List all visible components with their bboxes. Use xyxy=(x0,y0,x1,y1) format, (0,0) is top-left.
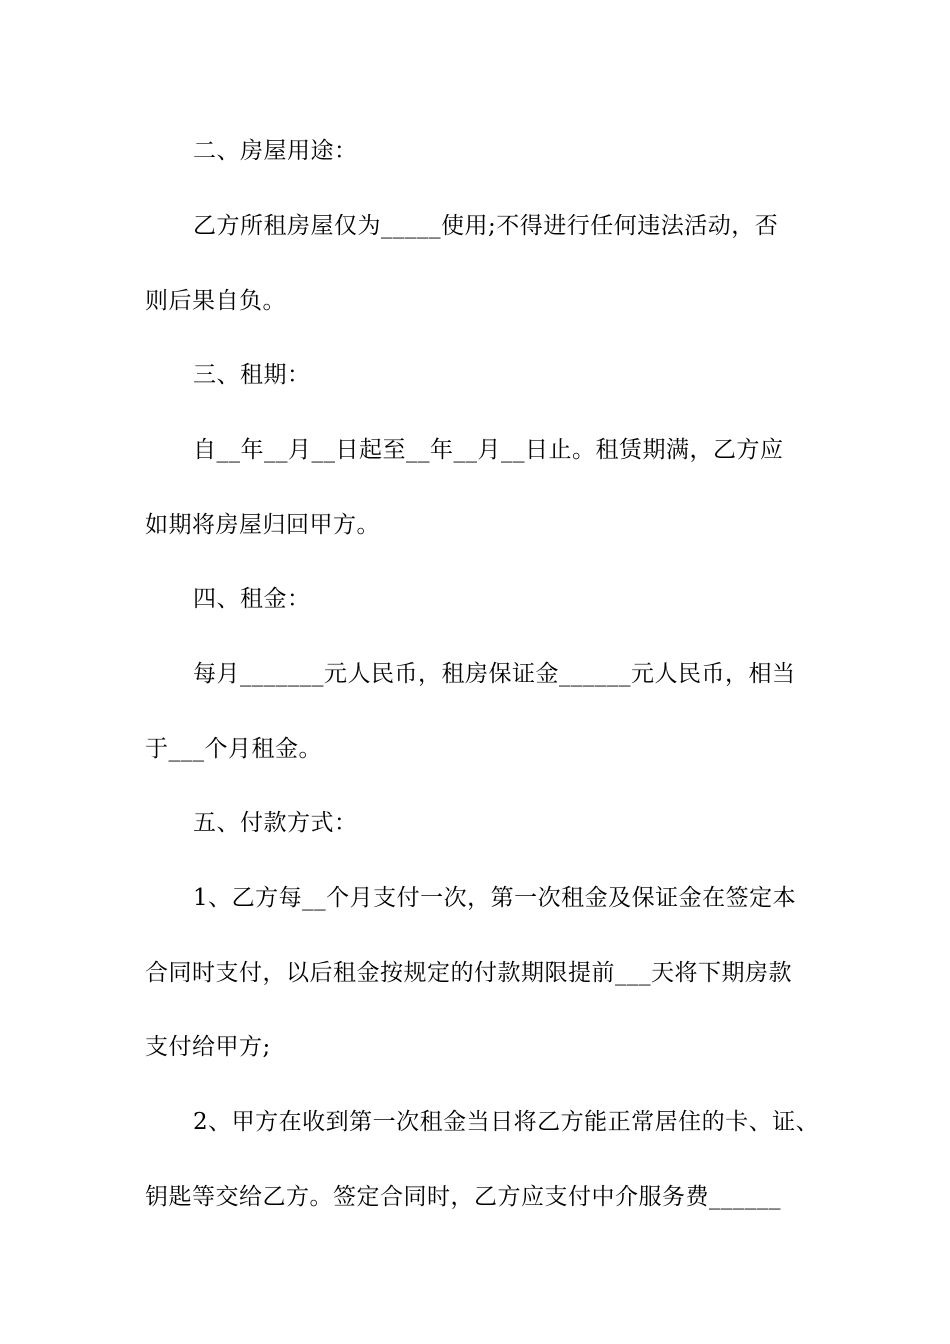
section-heading-payment: 五、付款方式： xyxy=(193,810,358,836)
paragraph-line: 则后果自负。 xyxy=(145,288,286,314)
paragraph-line: 钥匙等交给乙方。签定合同时，乙方应支付中介服务费______ xyxy=(145,1184,781,1210)
paragraph-line: 于___个月租金。 xyxy=(145,736,322,762)
section-heading-term: 三、租期： xyxy=(193,362,311,388)
paragraph-line: 每月_______元人民币，租房保证金______元人民币，相当 xyxy=(193,661,796,687)
paragraph-line: 如期将房屋归回甲方。 xyxy=(145,512,380,538)
paragraph-line: 支付给甲方; xyxy=(145,1034,271,1060)
paragraph-line: 自__年__月__日起至__年__月__日止。租赁期满，乙方应 xyxy=(193,437,784,463)
paragraph-line: 1、乙方每__个月支付一次，第一次租金及保证金在签定本 xyxy=(193,885,797,911)
section-heading-usage: 二、房屋用途： xyxy=(193,138,358,164)
paragraph-line: 2、甲方在收到第一次租金当日将乙方能正常居住的卡、证、 xyxy=(193,1109,820,1135)
paragraph-line: 合同时支付，以后租金按规定的付款期限提前___天将下期房款 xyxy=(145,960,792,986)
section-heading-rent: 四、租金： xyxy=(193,586,311,612)
paragraph-line: 乙方所租房屋仅为_____使用;不得进行任何违法活动，否 xyxy=(193,213,779,239)
